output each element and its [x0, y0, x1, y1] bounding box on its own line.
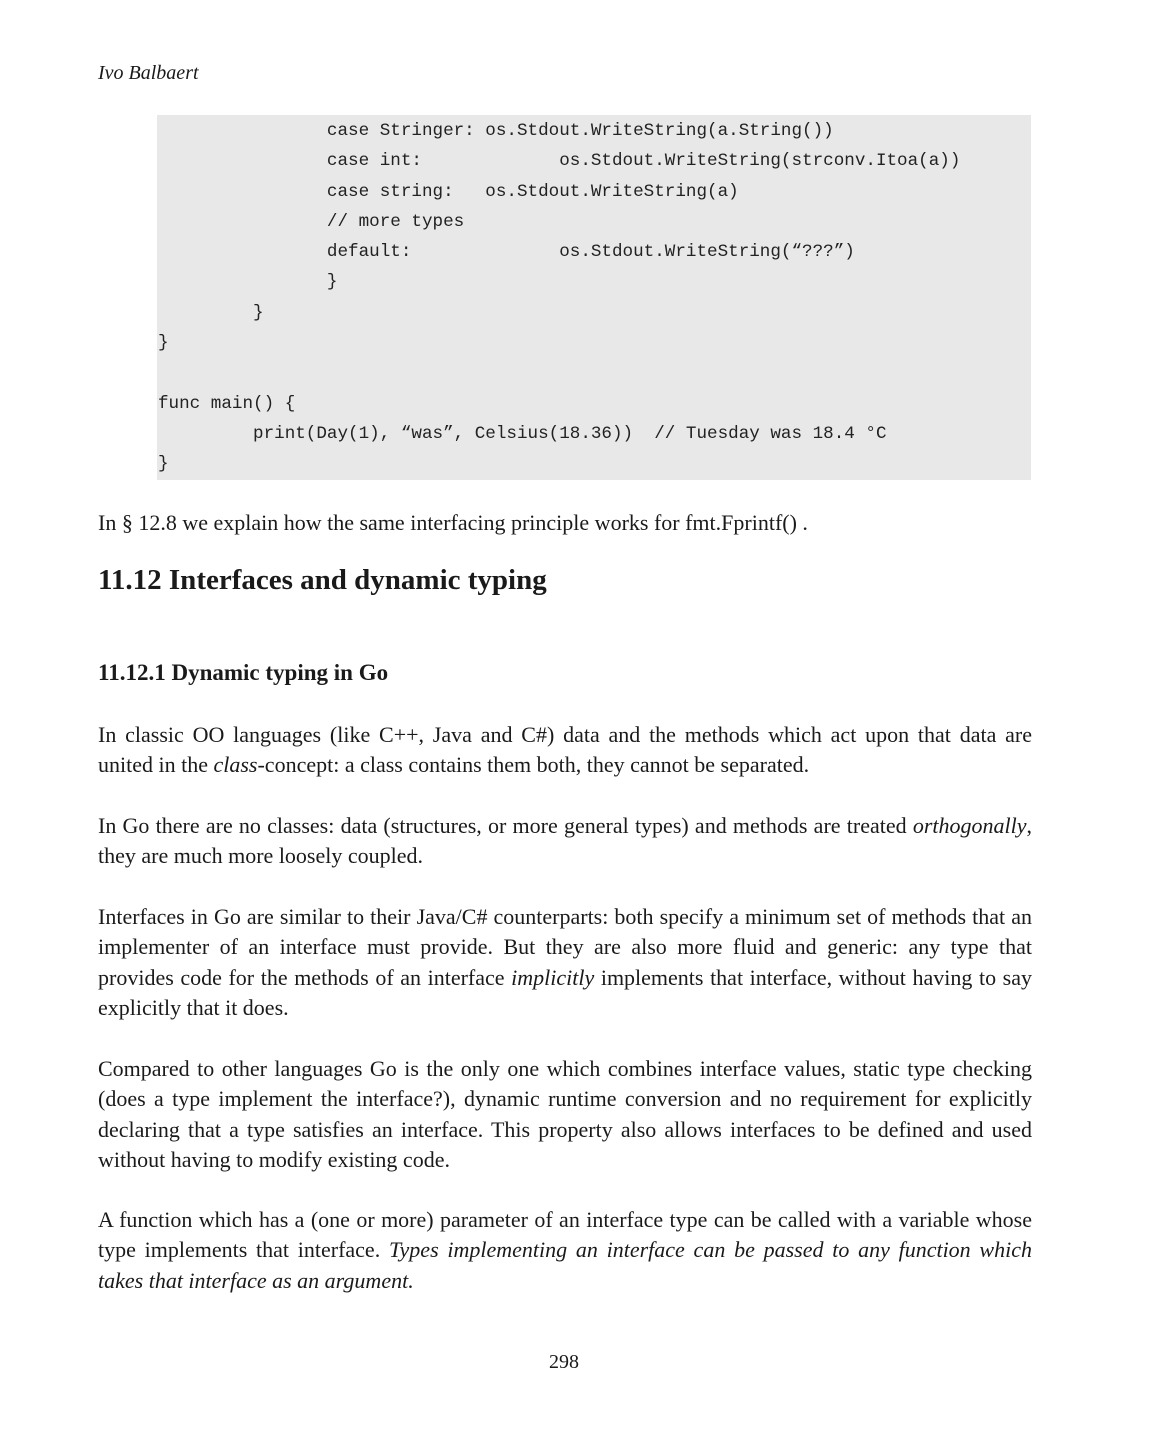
section-heading: 11.12 Interfaces and dynamic typing [98, 564, 547, 596]
emphasis: class [213, 752, 258, 778]
subsection-heading: 11.12.1 Dynamic typing in Go [98, 660, 389, 685]
emphasis: orthogonally [912, 813, 1027, 838]
text: -concept: a class contains them both, they cannot be separated. [257, 752, 810, 778]
paragraph [98, 1205, 1032, 1296]
page-number: 298 [549, 1351, 579, 1373]
code-line: // more types [158, 211, 465, 232]
code-line: } [158, 302, 264, 323]
code-line: print(Day(1), “was”, Celsius(18.36)) // Tuesday was 18.4 °C [158, 423, 887, 444]
code-line: } [158, 454, 169, 475]
text: In Go there are no classes: data (structures, or more general types) and methods are treated [98, 813, 913, 838]
paragraph [98, 811, 1032, 872]
text: In classic OO languages (like C++, Java and C#) data and the methods which act upon that data are united in the [98, 722, 1032, 778]
paragraph [98, 720, 1032, 781]
text: Compared to other languages Go is the only one which combines interface values, static type checking (does a type implement the interface?), dynamic runtime conversion and no requirement for explicitly declaring that a type satisfies an interface. This property also allows interfaces to be defined and used without having to modify existing code. [98, 1056, 1032, 1172]
code-line: } [158, 272, 338, 293]
paragraph [98, 1054, 1032, 1175]
emphasis: Types implementing an interface can be passed to any function which takes that interface as an argument. [98, 1237, 1032, 1293]
code-block [157, 115, 1031, 480]
emphasis: implicitly [511, 964, 595, 990]
text: , they are much more loosely coupled. [98, 813, 1032, 869]
code-line: func main() { [158, 393, 296, 414]
text: Interfaces in Go are similar to their Java/C# counterparts: both specify a minimum set of methods that an implementer of an interface must provide. But they are also more fluid and generic: any type that provides code for the methods of an interface [98, 904, 1032, 990]
paragraph [98, 902, 1032, 1023]
text: implements that interface, without having to say explicitly that it does. [98, 964, 1032, 1020]
code-line: case int: os.Stdout.WriteString(strconv.Itoa(a)) [158, 151, 961, 172]
intro-paragraph: In § 12.8 we explain how the same interfacing principle works for fmt.Fprintf() . [98, 510, 808, 535]
code-text [157, 115, 1031, 480]
code-line: case Stringer: os.Stdout.WriteString(a.String()) [158, 121, 834, 141]
code-line: } [158, 333, 169, 354]
running-header-author: Ivo Balbaert [98, 62, 199, 84]
code-line: case string: os.Stdout.WriteString(a) [158, 181, 739, 202]
text: A function which has a (one or more) parameter of an interface type can be called with a variable whose type implements that interface. [98, 1207, 1032, 1263]
code-line: default: os.Stdout.WriteString(“???”) [158, 242, 855, 263]
